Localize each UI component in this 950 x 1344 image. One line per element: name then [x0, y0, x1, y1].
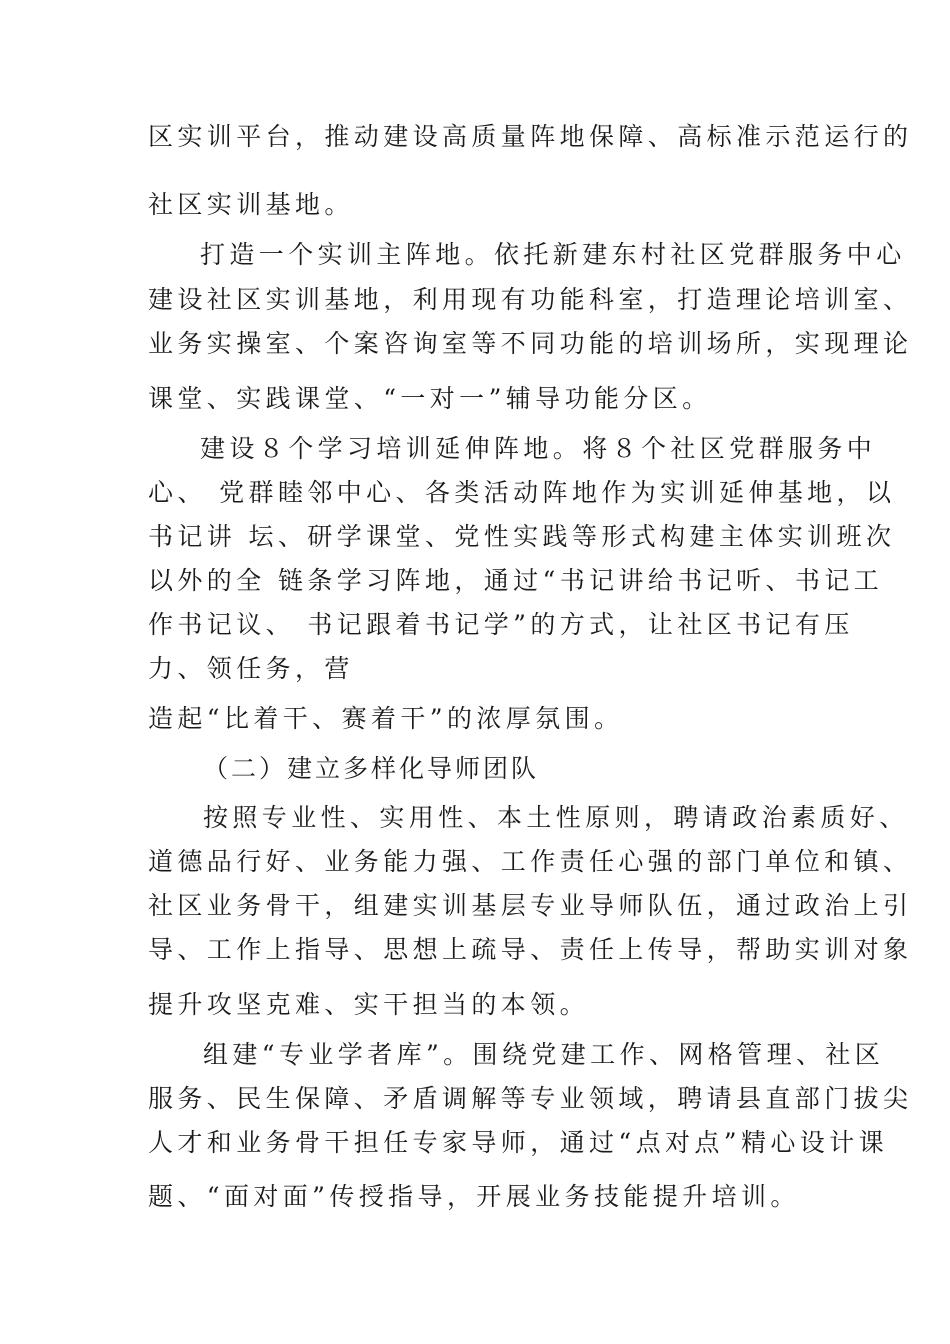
text-line: 业务实操室、个案咨询室等不同功能的培训场所，实现理论	[148, 329, 913, 358]
text-line: 区实训平台，推动建设高质量阵地保障、高标准示范运行的	[148, 122, 913, 151]
text-line: 作书记议、 书记跟着书记学”的方式，让社区书记有压	[148, 610, 854, 639]
paragraph-first-line: 打造一个实训主阵地。依托新建东村社区党群服务中心	[200, 240, 906, 269]
text-line: 题、“面对面”传授指导，开展业务技能提升培训。	[148, 1182, 800, 1211]
paragraph-first-line: 建设８个学习培训延伸阵地。将８个社区党群服务中	[200, 434, 877, 463]
text-line: 课堂、实践课堂、“一对一”辅导功能分区。	[148, 384, 712, 413]
text-line: 力、领任务，营	[148, 654, 354, 683]
text-line: 提升攻坚克难、实干担当的本领。	[148, 990, 590, 1019]
paragraph-first-line: 组建“专业学者库”。围绕党建工作、网格管理、社区	[203, 1040, 885, 1069]
text-line: 社区实训基地。	[148, 190, 354, 219]
text-line: 造起“比着干、赛着干”的浓厚氛围。	[148, 704, 624, 733]
paragraph-first-line: 按照专业性、实用性、本土性原则，聘请政治素质好、	[203, 803, 909, 832]
text-line: 以外的全 链条学习阵地，通过“书记讲给书记听、书记工	[148, 566, 884, 595]
section-heading: （二）建立多样化导师团队	[203, 754, 540, 783]
text-line: 服务、民生保障、矛盾调解等专业领域，聘请县直部门拔尖	[148, 1084, 913, 1113]
text-line: 心、 党群睦邻中心、各类活动阵地作为实训延伸基地，以	[148, 478, 896, 507]
text-line: 人才和业务骨干担任专家导师，通过“点对点”精心设计课	[148, 1128, 888, 1157]
text-line: 社区业务骨干，组建实训基层专业导师队伍，通过政治上引	[148, 891, 913, 920]
text-line: 建设社区实训基地，利用现有功能科室，打造理论培训室、	[148, 285, 913, 314]
text-line: 道德品行好、业务能力强、工作责任心强的部门单位和镇、	[148, 847, 913, 876]
text-line: 导、工作上指导、思想上疏导、责任上传导，帮助实训对象	[148, 935, 913, 964]
text-line: 书记讲 坛、研学课堂、党性实践等形式构建主体实训班次	[148, 522, 896, 551]
